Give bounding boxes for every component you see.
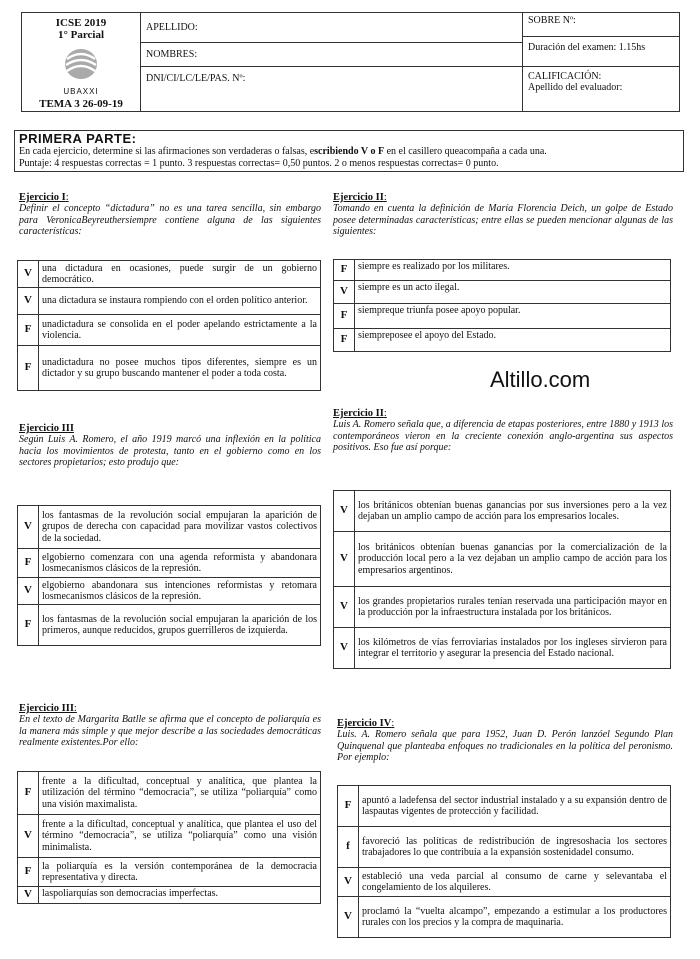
table-row: f favoreció las políticas de redistribución de ingresoshacia los sectores trabajadores lo que contribuía a la expansión sostenidadel consumo. xyxy=(338,827,671,868)
exercise-title: Ejercicio I: xyxy=(19,192,69,203)
exam-header xyxy=(21,12,680,112)
table-row: V los kilómetros de vías ferroviarias instalados por los ingleses sirvieron para integrar el territorio y asegurar la presencia del Estado nacional. xyxy=(334,628,671,669)
answer-table-6 xyxy=(337,785,671,938)
dni-field[interactable]: DNI/CI/LC/LE/PAS. Nº: xyxy=(146,73,246,84)
table-row: F los fantasmas de la revolución social empujaran la aparición de los primeros, aunque reducidos, grupos guerrilleros de izquierda. xyxy=(18,605,321,646)
header-right xyxy=(522,13,680,111)
table-row: F siempreque triunfa posee apoyo popular. xyxy=(334,304,671,329)
exercise-4 xyxy=(333,408,673,454)
instructions-box xyxy=(14,130,684,172)
table-row: V los grandes propietarios rurales tenían reservada una participación mayor en la producción por la infraestructura instalada por los británicos. xyxy=(334,587,671,628)
table-row: F la poliarquía es la versión contemporánea de la democracia representativa y directa. xyxy=(18,858,321,887)
answer-table-2 xyxy=(333,259,671,352)
answer-box[interactable]: F xyxy=(334,329,355,352)
answer-table-4 xyxy=(333,490,671,669)
table-row: F unadictadura se consolida en el poder apelando estrictamente a la violencia. xyxy=(18,315,321,346)
exercise-desc: Tomando en cuenta la definición de María Florencia Deich, un golpe de Estado posee determinadas características; entre ellas se pueden mencionar algunas de las siguientes: xyxy=(333,203,673,237)
exercise-desc: Según Luis A. Romero, el año 1919 marcó una inflexión en la política hacia los movimientos de protesta, tanto en el gobierno como en los sectores propietarios; esto produjo que: xyxy=(19,434,321,468)
answer-box[interactable]: V xyxy=(334,491,355,532)
instructions-line: En cada ejercicio, determine si las afirmaciones son verdaderas o falsas, escribiendo V o F en el casillero queacompaña a cada una. xyxy=(19,146,547,157)
table-row: F siempre es realizado por los militares. xyxy=(334,260,671,281)
answer-box[interactable]: F xyxy=(18,315,39,346)
header-logo-cell xyxy=(22,13,141,111)
calificacion-field[interactable]: CALIFICACIÓN: Apellido del evaluador: xyxy=(528,71,623,93)
exercise-title: Ejercicio II: xyxy=(333,408,387,419)
answer-box[interactable]: V xyxy=(334,281,355,304)
scoring-line: Puntaje: 4 respuestas correctas = 1 punto. 3 respuestas correctas= 0,50 puntos. 2 o menos respuestas correctas= 0 punto. xyxy=(19,158,499,169)
answer-box[interactable]: F xyxy=(338,786,359,827)
table-row: F frente a la dificultad, conceptual y analítica, que plantea la utilización del término “democracia”, se utiliza “poliarquía” como una visión maximalista. xyxy=(18,772,321,815)
nombres-field[interactable]: NOMBRES: xyxy=(140,43,522,67)
answer-box[interactable]: V xyxy=(18,506,39,549)
table-row: V los fantasmas de la revolución social empujaran la aparición de grupos de derecha con capacidad para movilizar vastos colectivos de la sociedad. xyxy=(18,506,321,549)
table-row: F elgobierno comenzara con una agenda reformista y abandonara losmecanismos clásicos de la represión. xyxy=(18,549,321,578)
ubaxxi-logo-icon xyxy=(61,47,101,81)
exercise-desc: En el texto de Margarita Batlle se afirma que el concepto de poliarquía es la manera más simple y que mejor describe a las sociedades democráticas realmente existentes.Por ello: xyxy=(19,714,321,748)
exercise-title: Ejercicio III xyxy=(19,423,74,434)
answer-box[interactable]: V xyxy=(334,532,355,587)
answer-box[interactable]: V xyxy=(18,288,39,315)
exercise-desc: Luis. A. Romero señala que para 1952, Juan D. Perón lanzóel Segundo Plan Quinquenal que planteaba enfoques no tradicionales en la política del peronismo. Por ejemplo: xyxy=(337,729,673,763)
answer-box[interactable]: f xyxy=(338,827,359,868)
answer-box[interactable]: V xyxy=(18,815,39,858)
answer-box[interactable]: V xyxy=(18,578,39,605)
duracion-label: Duración del examen: 1.15hs xyxy=(523,37,680,67)
table-row: V elgobierno abandonara sus intenciones reformistas y retomara losmecanismos clásicos de la represión. xyxy=(18,578,321,605)
table-row: V una dictadura en ocasiones, puede surgir de un gobierno democrático. xyxy=(18,261,321,288)
apellido-field[interactable]: APELLIDO: xyxy=(140,13,522,43)
answer-box[interactable]: V xyxy=(18,261,39,288)
exercise-5 xyxy=(19,703,321,749)
answer-box[interactable]: F xyxy=(334,260,355,281)
sobre-field[interactable]: SOBRE Nº: xyxy=(523,13,680,37)
answer-box[interactable]: F xyxy=(18,858,39,887)
table-row: V siempre es un acto ilegal. xyxy=(334,281,671,304)
table-row: F unadictadura no posee muchos tipos diferentes, siempre es un dictador y su grupo buscando mantener el poder a toda costa. xyxy=(18,346,321,391)
logo-text: UBAXXI xyxy=(63,87,99,96)
answer-box[interactable]: F xyxy=(18,605,39,646)
answer-box[interactable]: F xyxy=(18,549,39,578)
exercise-title: Ejercicio II: xyxy=(333,192,387,203)
table-row: F apuntó a ladefensa del sector industrial instalado y a su expansión dentro de laspautas vigentes de protección y facilidad. xyxy=(338,786,671,827)
answer-box[interactable]: V xyxy=(334,587,355,628)
exercise-2 xyxy=(333,192,673,238)
exercise-1 xyxy=(19,192,321,238)
answer-box[interactable]: F xyxy=(334,304,355,329)
course-name: ICSE 2019 xyxy=(55,17,107,29)
answer-box[interactable]: V xyxy=(338,868,359,897)
answer-box[interactable]: V xyxy=(334,628,355,669)
tema-label: TEMA 3 26-09-19 xyxy=(39,98,123,110)
answer-table-1 xyxy=(17,260,321,391)
answer-box[interactable]: F xyxy=(18,772,39,815)
answer-box[interactable]: V xyxy=(338,897,359,938)
section-title: PRIMERA PARTE: xyxy=(19,131,137,146)
table-row: V frente a la dificultad, conceptual y analítica, que plantea el uso del término “democracia”, se utiliza “poliarquía” como una visión minimalista. xyxy=(18,815,321,858)
answer-box[interactable]: F xyxy=(18,346,39,391)
table-row: V estableció una veda parcial al consumo de carne y selevantaba el congelamiento de los alquileres. xyxy=(338,868,671,897)
exercise-title: Ejercicio IV: xyxy=(337,718,395,729)
table-row: V los británicos obtenían buenas ganancias por sus inversiones pero a la vez dejaban un amplio campo de acción para los empresarios locales. xyxy=(334,491,671,532)
exam-name: 1° Parcial xyxy=(57,29,105,41)
answer-table-3 xyxy=(17,505,321,646)
table-row: F siempreposee el apoyo del Estado. xyxy=(334,329,671,352)
exercise-title: Ejercicio III: xyxy=(19,703,77,714)
exercise-6 xyxy=(337,718,673,764)
table-row: V proclamó la “vuelta alcampo”, empezando a estimular a los productores rurales con los precios y la compra de maquinaria. xyxy=(338,897,671,938)
exercise-desc: Definir el concepto “dictadura” no es una tarea sencilla, sin embargo para VeronicaBeyreuthersiempre contiene alguna de las siguientes características: xyxy=(19,203,321,237)
table-row: V una dictadura se instaura rompiendo con el orden político anterior. xyxy=(18,288,321,315)
table-row: V los británicos obtenían buenas ganancias por la comercialización de la producción local pero a la vez dejaban un amplio campo de acción para los empresarios argentinos. xyxy=(334,532,671,587)
table-row: V laspoliarquías son democracias imperfectas. xyxy=(18,887,321,904)
exercise-desc: Luis A. Romero señala que, a diferencia de etapas posteriores, entre 1880 y 1913 los contemporáneos vieron en la creciente conexión anglo-argentina sus aspectos positivos. Eso fue así porque: xyxy=(333,419,673,453)
answer-table-5 xyxy=(17,771,321,904)
answer-box[interactable]: V xyxy=(18,887,39,904)
watermark: Altillo.com xyxy=(490,367,591,392)
exercise-3 xyxy=(19,423,321,469)
